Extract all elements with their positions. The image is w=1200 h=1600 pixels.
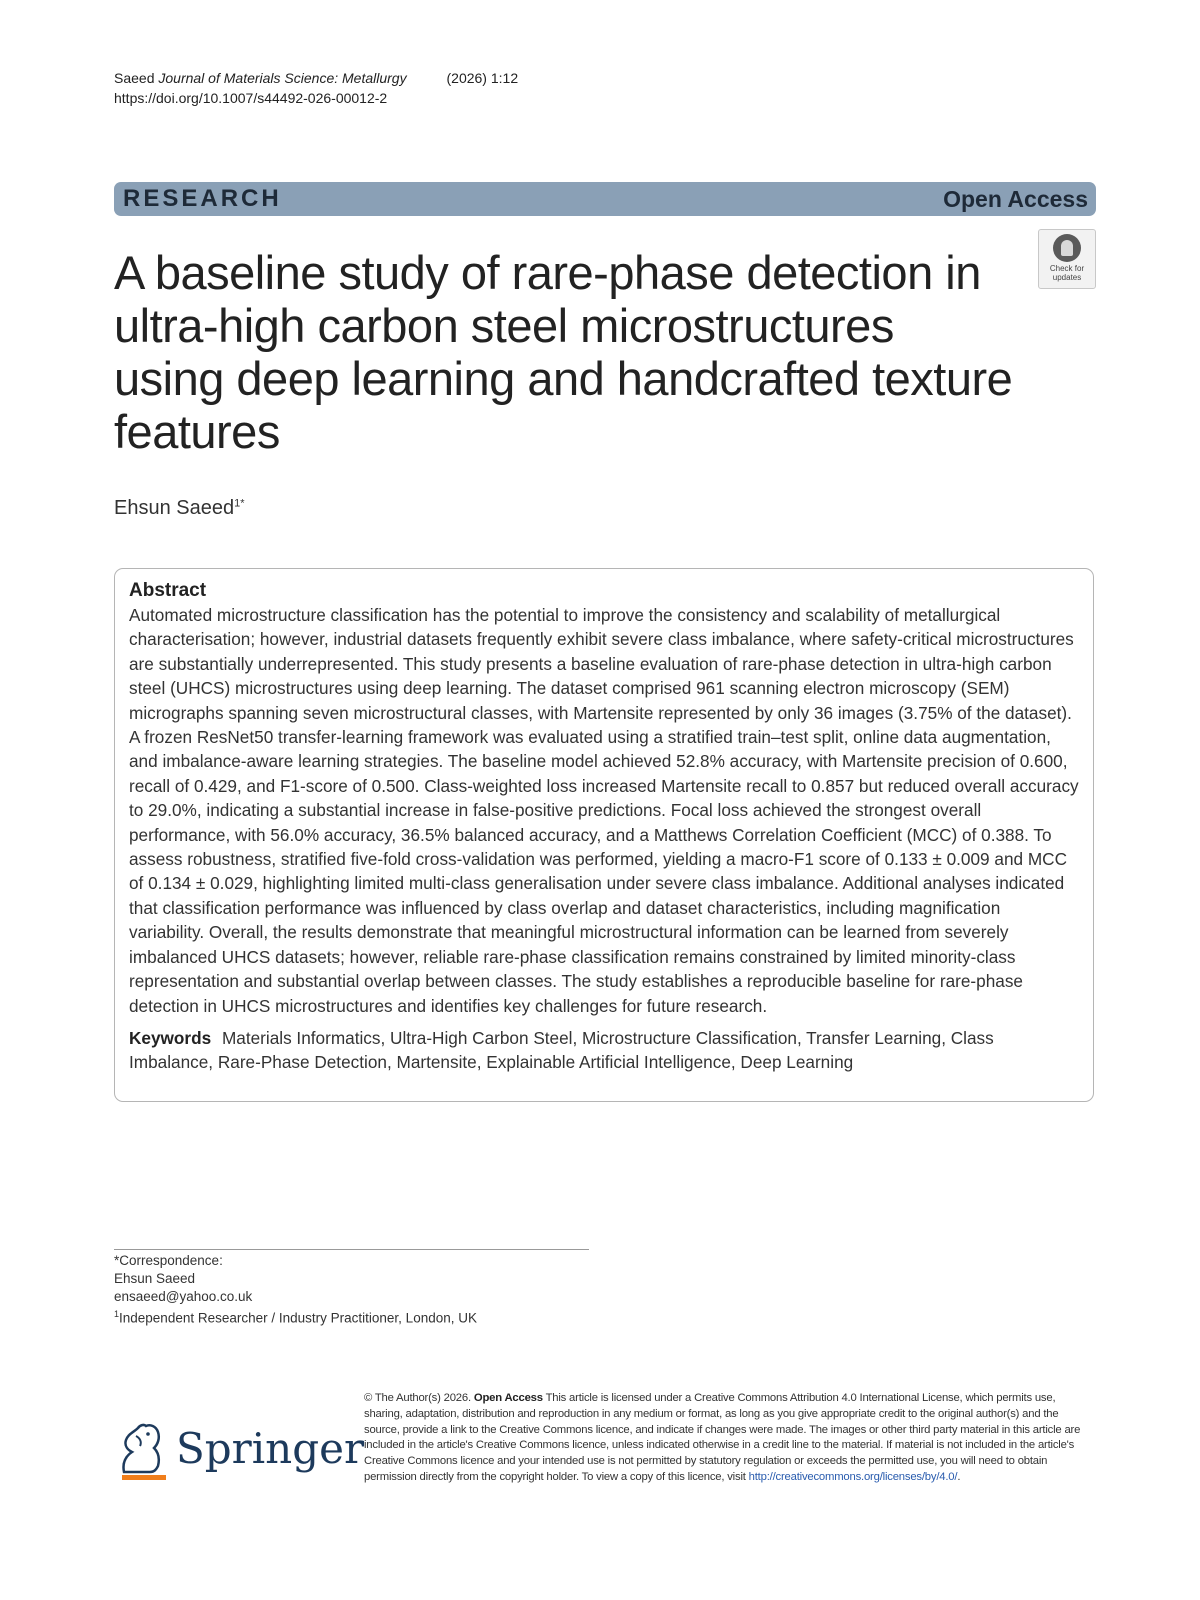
header-author: Saeed — [114, 70, 155, 86]
article-type-banner — [114, 182, 1096, 216]
springer-horse-icon — [114, 1422, 170, 1476]
affiliation — [114, 1306, 477, 1327]
license-statement — [364, 1391, 1094, 1486]
publisher-name: Springer — [176, 1424, 365, 1473]
author-affiliation-marker: 1* — [234, 497, 245, 510]
running-header — [114, 69, 518, 87]
section-label: RESEARCH — [123, 185, 282, 212]
doi-link[interactable]: https://doi.org/10.1007/s44492-026-00012-2 — [114, 90, 388, 106]
publisher-accent-bar — [122, 1475, 166, 1480]
abstract-heading: Abstract — [129, 580, 207, 601]
license-text: This article is licensed under a Creative Commons Attribution 4.0 International License, which permits use, sharing, adaptation, distribution and reproduction in any medium or format, as long as you give appropriate credit to the original author(s) and the source, provide a link to the Creative Commons licence, and indicate if changes were made. The images or other third party material in this article are included in the article's Creative Commons licence, unless indicated otherwise in a credit line to the material. If material is not included in the article's Creative Commons licence and your intended use is not permitted by statutory regulation or exceeds the permitted use, you will need to obtain permission directly from the copyright holder. To view a copy of this licence, visit — [364, 1392, 1081, 1483]
affiliation-text: Independent Researcher / Industry Practitioner, London, UK — [119, 1310, 477, 1326]
correspondence-email[interactable]: ensaeed@yahoo.co.uk — [114, 1289, 253, 1304]
license-copyright: © The Author(s) 2026. — [364, 1392, 471, 1404]
abstract-text: Automated microstructure classification has the potential to improve the consistency and scalability of metallurgical characterisation; however, industrial datasets frequently exhibit severe class imbalance, where safety-critical microstructures are substantially underrepresented. This study presents a baseline evaluation of rare-phase detection in ultra-high carbon steel (UHCS) microstructures using deep learning. The dataset comprised 961 scanning electron microscopy (SEM) micrographs spanning seven microstructural classes, with Martensite represented by only 36 images (3.75% of the dataset). A frozen ResNet50 transfer-learning framework was evaluated using a stratified train–test split, online data augmentation, and imbalance-aware learning strategies. The baseline model achieved 52.8% accuracy, with Martensite precision of 0.600, recall of 0.429, and F1-score of 0.500. Class-weighted loss increased Martensite recall to 0.857 but reduced overall accuracy to 29.0%, indicating a substantial increase in false-positive predictions. Focal loss achieved the strongest overall performance, with 56.0% accuracy, 36.5% balanced accuracy, and a Matthews Correlation Coefficient (MCC) of 0.388. To assess robustness, stratified five-fold cross-validation was performed, yielding a macro-F1 score of 0.133 ± 0.009 and MCC of 0.134 ± 0.029, highlighting limited multi-class generalisation under severe class imbalance. Additional analyses indicated that classification performance was influenced by class overlap and dataset characteristics, including magnification variability. Overall, the results demonstrate that meaningful microstructural information can be learned from severely imbalanced UHCS datasets; however, reliable rare-phase classification remains constrained by limited minority-class representation and substantial overlap between classes. The study establishes a reproducible baseline for rare-phase detection in UHCS microstructures and identifies key challenges for future research. — [129, 605, 1079, 1016]
license-open-access: Open Access — [473, 1392, 543, 1404]
keywords-list: Materials Informatics, Ultra-High Carbon Steel, Microstructure Classification, Transfer Learning, Class Imbalance, Rare-Phase Detection, Martensite, Explainable Artificial Intelligence, Deep Learning — [129, 1027, 994, 1073]
keywords-label: Keywords — [129, 1027, 212, 1048]
crossmark-icon — [1053, 234, 1081, 262]
author-name: Ehsun Saeed — [114, 497, 235, 519]
check-for-updates-badge[interactable] — [1038, 229, 1096, 289]
license-end: . — [957, 1470, 961, 1483]
correspondence-label: *Correspondence: — [114, 1253, 223, 1268]
affiliation-marker: 1 — [114, 1309, 120, 1319]
journal-volume: (2026) 1:12 — [446, 70, 519, 86]
springer-logo — [114, 1422, 365, 1482]
crossmark-label: Check for updates — [1049, 264, 1085, 282]
author-line — [114, 497, 245, 520]
journal-name: Journal of Materials Science: Metallurgy — [158, 70, 407, 86]
footnote-divider — [114, 1249, 589, 1250]
abstract-box — [114, 568, 1094, 1102]
keywords — [129, 1026, 1079, 1075]
article-title: A baseline study of rare-phase detection in ultra-high carbon steel microstructures using deep learning and handcrafted texture features — [114, 246, 1013, 458]
open-access-label: Open Access — [943, 186, 1088, 212]
license-link[interactable]: http://creativecommons.org/licenses/by/4.0/ — [748, 1470, 958, 1483]
correspondence-name: Ehsun Saeed — [114, 1271, 196, 1286]
